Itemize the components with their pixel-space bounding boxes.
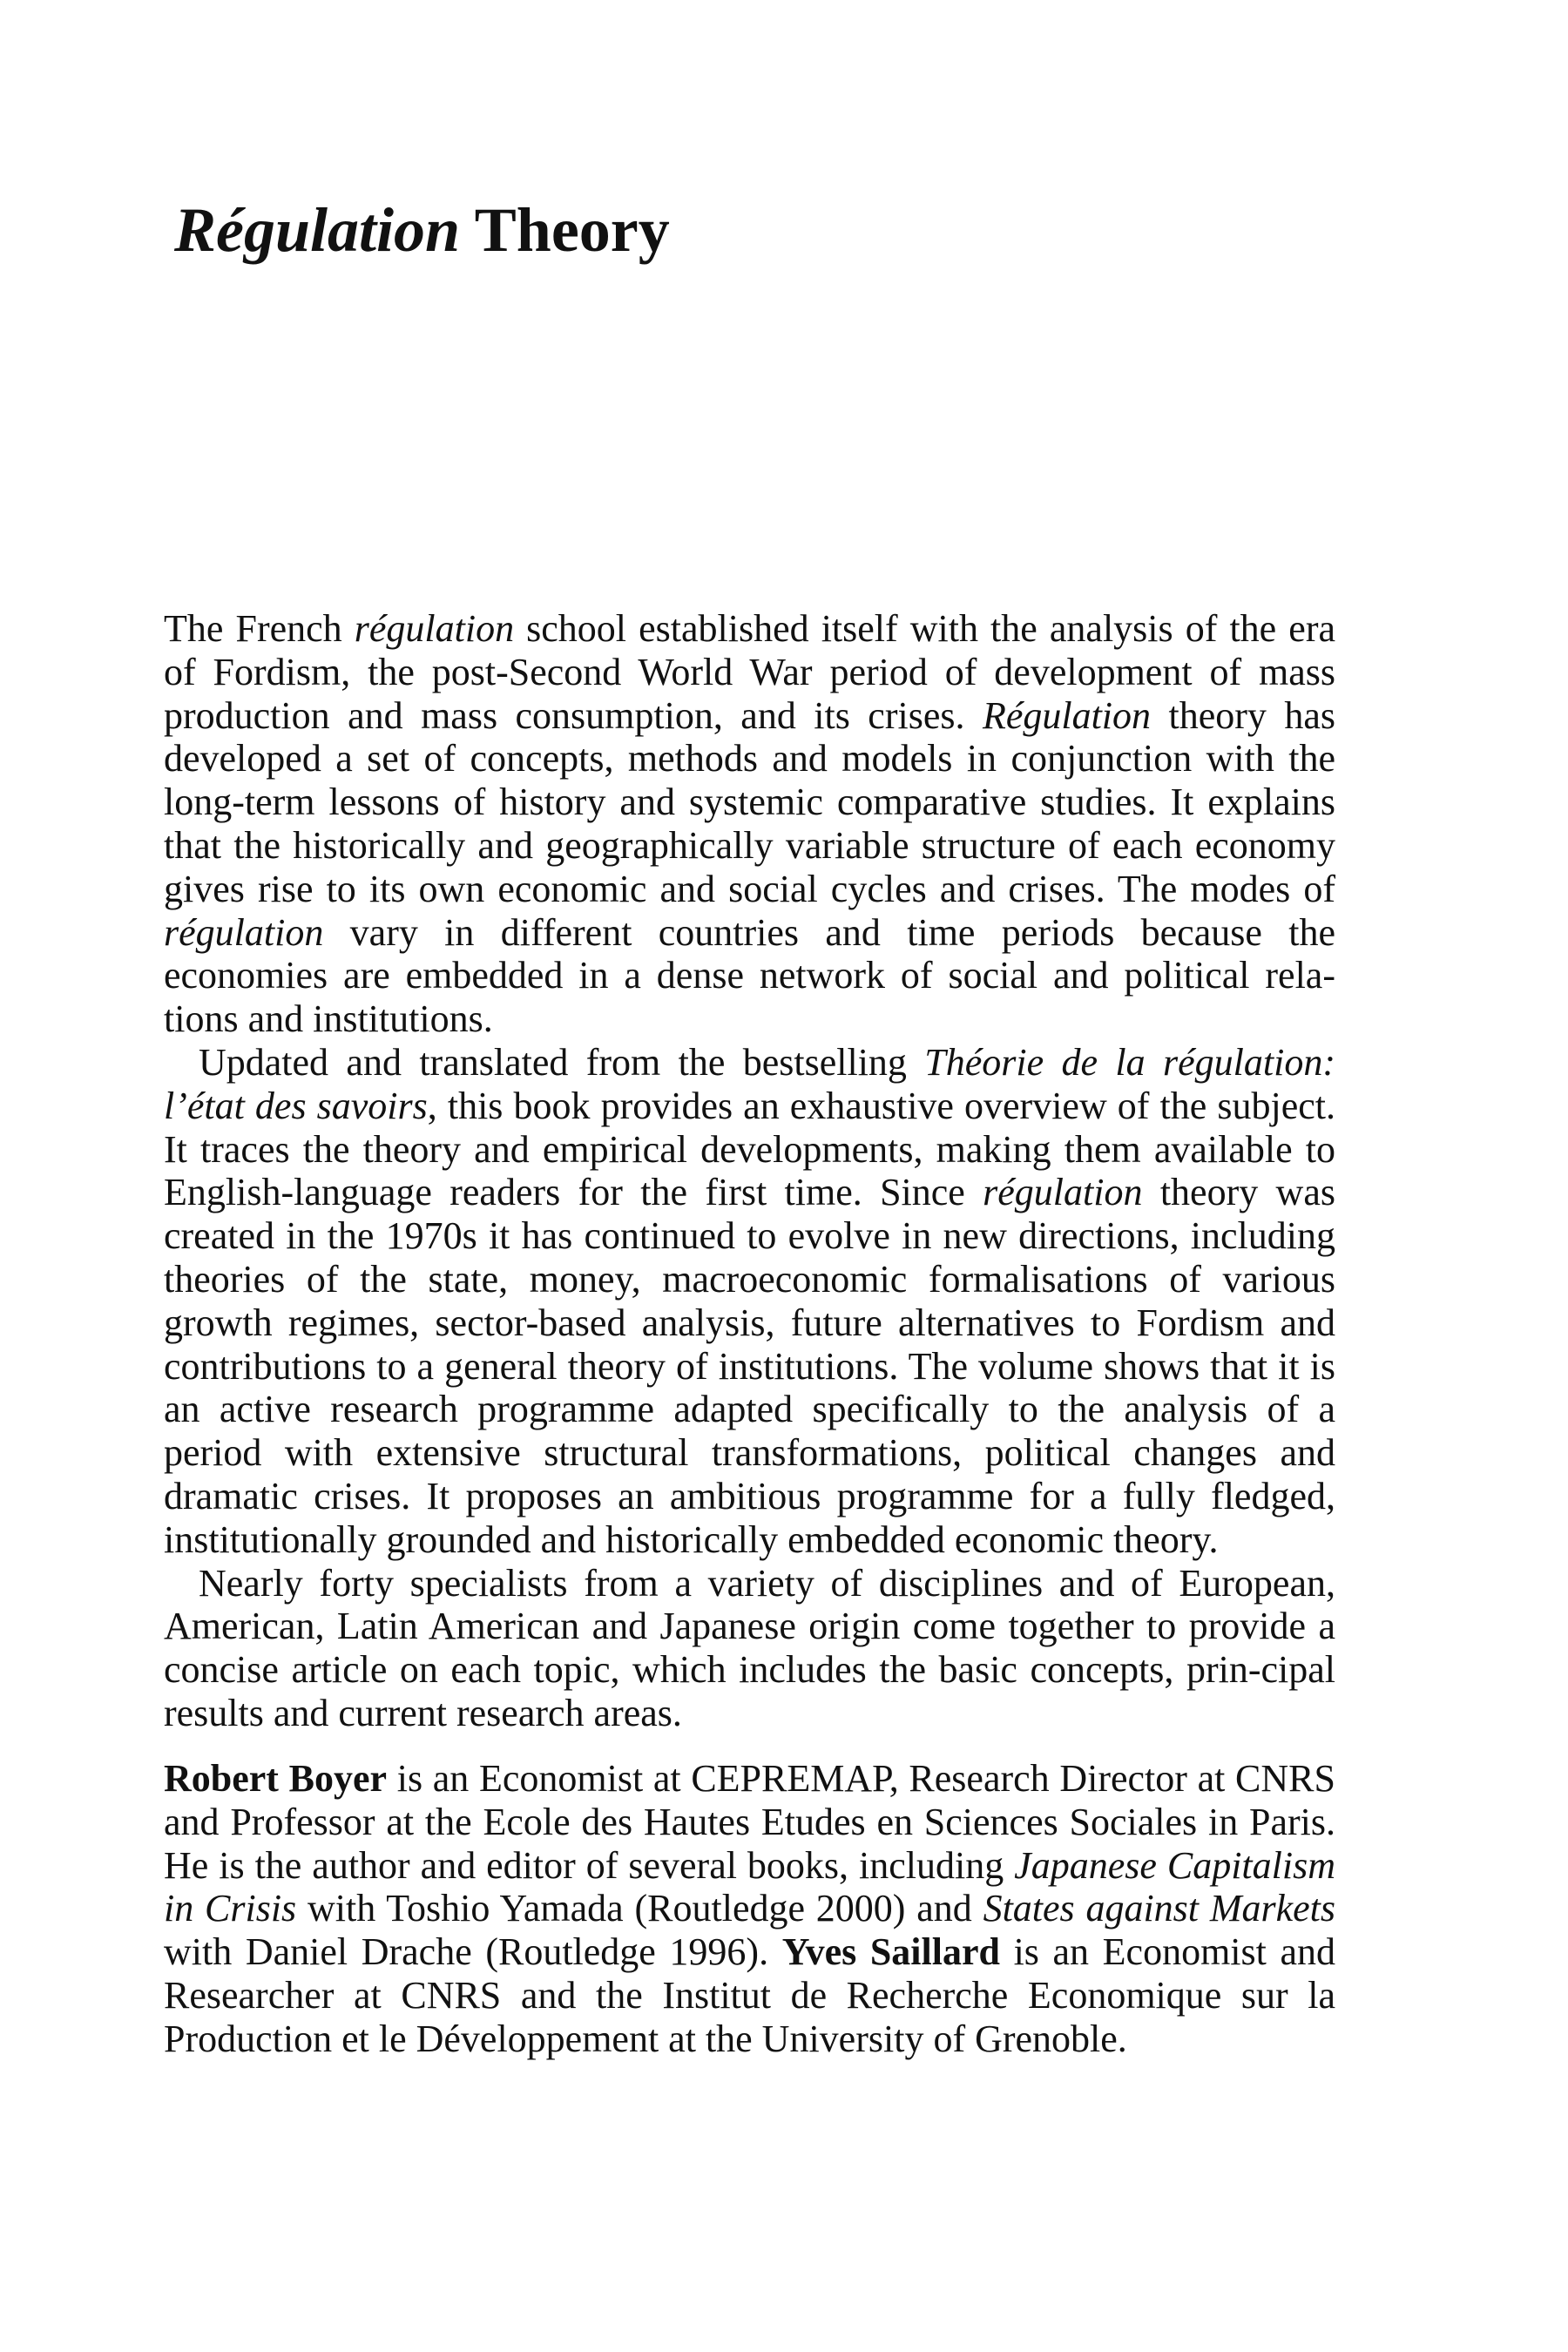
book-description [164,607,1335,1735]
author-name: Robert Boyer [164,1757,388,1800]
book-title-rest: Theory [474,195,670,265]
italic-book-title: States against Markets [983,1887,1336,1930]
description-paragraph-1 [164,607,1335,1041]
author-biographies [164,1757,1335,2061]
italic-term: régulation [354,607,515,650]
italic-book-title: Japanese Capitalism in Crisis [164,1843,1335,1930]
italic-book-title: Théorie de la régulation: l’état des savoirs [164,1040,1335,1127]
book-back-cover [164,0,1335,2352]
text-run: vary in different countries and time periods because the economies are embedded in a dense network of social and political rela-tions and institutions. [164,910,1335,1041]
italic-term: Régulation [982,693,1152,737]
text-run: The French [164,607,355,650]
text-run: theory has developed a set of concepts, methods and models in conjunction with the long-term lessons of history and systemic comparative studies. It explains that the historically and geographically variable structure of each economy gives rise to its own economic and social cycles and crises. The modes of [164,693,1335,910]
description-paragraph-2 [164,1041,1335,1562]
book-title-italic: Régulation [174,195,461,265]
author-name: Yves Saillard [781,1930,1000,1974]
text-run: school established itself with the analysis of the era of Fordism, the post-Second World War period of development of mass production and mass consumption, and its crises. [164,607,1335,737]
book-title [174,195,670,265]
text-run: , this book provides an exhaustive overview of the subject. It traces the theory and empirical developments, making them available to English-language readers for the first time. Since [164,1084,1335,1214]
italic-term: régulation [983,1171,1143,1214]
text-run: with Toshio Yamada (Routledge 2000) and [296,1887,983,1930]
text-run: theory was created in the 1970s it has continued to evolve in new directions, including theories of the state, money, macroeconomic formalisations of various growth regimes, sector-based analysis, future alternatives to Fordism and contributions to a general theory of institutions. The volume shows that it is an active research programme adapted specifically to the analysis of a period with extensive structural transformations, political changes and dramatic crises. It proposes an ambitious programme for a fully fledged, institutionally grounded and historically embedded economic theory. [164,1171,1335,1561]
author-bio-paragraph [164,1757,1335,2061]
description-paragraph-3: Nearly forty specialists from a variety of disciplines and of European, American, Latin American and Japanese origin come together to provide a concise article on each topic, which includes the basic concepts, prin-cipal results and current research areas. [164,1561,1335,1734]
text-run: is an Economist at CEPREMAP, Research Director at CNRS and Professor at the Ecole des Hautes Etudes en Sciences Sociales in Paris. He is the author and editor of several books, including [164,1757,1335,1887]
text-run: with Daniel Drache (Routledge 1996). [164,1930,782,1974]
text-run: is an Economist and Researcher at CNRS and the Institut de Recherche Economique sur la Production et le Développement at the University of Grenoble. [164,1930,1335,2060]
text-run: Updated and translated from the bestselling [199,1040,925,1084]
italic-term: régulation [164,910,324,954]
